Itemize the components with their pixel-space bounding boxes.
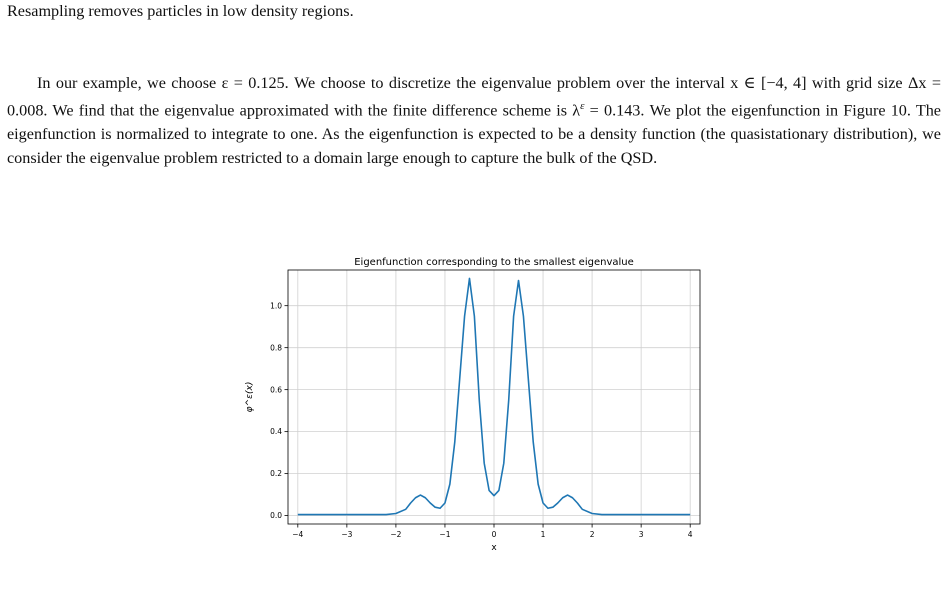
x-tick-label: −1 (439, 530, 451, 539)
y-tick-label: 0.6 (270, 385, 282, 395)
y-tick-label: 0.4 (270, 427, 282, 437)
math-epsilon: ε = 0.125 (221, 74, 285, 92)
y-tick-label: 0.0 (270, 511, 282, 521)
x-tick-label: 0 (491, 530, 497, 539)
math-grid-size: Δx = 0.008 (7, 74, 941, 120)
x-axis-label: x (491, 543, 497, 553)
x-tick-label: −3 (341, 530, 353, 539)
eigenfunction-figure (240, 248, 710, 578)
y-tick-label: 0.2 (270, 469, 282, 479)
body-paragraph (7, 72, 941, 170)
x-tick-label: −4 (292, 530, 304, 539)
x-tick-label: 4 (687, 530, 693, 539)
top-text-line: Resampling removes particles in low density regions. (7, 2, 354, 20)
y-tick-label: 0.8 (270, 343, 282, 353)
para-text: . We choose to discretize the eigenvalue problem over the interval (284, 74, 731, 92)
para-text: with grid size (806, 74, 908, 92)
x-tick-label: −2 (390, 530, 402, 539)
math-eigenvalue: = 0.143 (584, 101, 641, 120)
math-lambda: λ (572, 101, 581, 120)
y-axis-label: φ^ε(x) (245, 381, 255, 413)
x-tick-label: 2 (589, 530, 595, 539)
math-interval: x ∈ [−4, 4] (730, 74, 807, 92)
x-tick-label: 1 (540, 530, 546, 539)
eigenfunction-chart (240, 248, 710, 578)
chart-title: Eigenfunction corresponding to the smallest eigenvalue (354, 257, 634, 268)
math-lambda-sup: ε (580, 100, 585, 113)
y-tick-label: 1.0 (270, 301, 282, 311)
para-text: In our example, we choose (37, 74, 222, 92)
x-tick-label: 3 (638, 530, 644, 539)
para-text: . We plot the eigenfunction in Figure 10. The eigenfunction is normalized to integrate to one. As the eigenfunction is expected to be a density function (the quasistationary distribution), we consider the eigenvalue problem restricted to a domain large enough to capture the bulk of the QSD. (7, 101, 941, 167)
para-text: . We find that the eigenvalue approximated with the finite difference scheme is (43, 101, 573, 120)
